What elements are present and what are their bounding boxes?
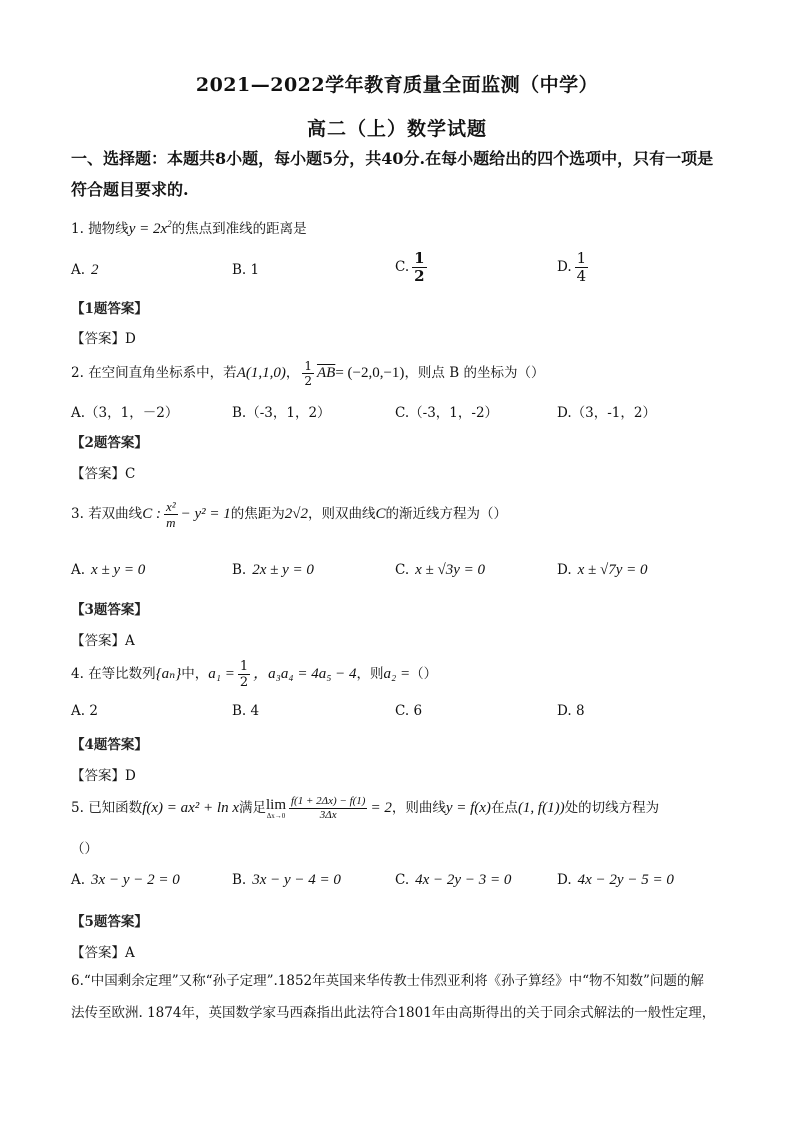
math-value: = (−2,0,−1) bbox=[335, 365, 405, 381]
section-heading-line2: 符合题目要求的. bbox=[71, 180, 189, 199]
option-b bbox=[232, 703, 259, 719]
answer: 【答案】A bbox=[71, 633, 135, 649]
answer-tag: 【1题答案】 bbox=[71, 301, 148, 317]
option-d bbox=[557, 401, 656, 421]
question-text-mid: 中， bbox=[181, 666, 209, 682]
option-value: x ± y = 0 bbox=[91, 562, 146, 578]
question-6-line2: 法传至欧洲. 1874年，英国数学家马西森指出此法符合1801年由高斯得出的关于同余式解法的一般性定理， bbox=[71, 1005, 716, 1021]
option-d bbox=[557, 703, 585, 719]
option-label: D. bbox=[557, 405, 572, 421]
question-5-continuation: （） bbox=[71, 841, 98, 857]
function-expression: f(x) = ax² + ln x bbox=[142, 800, 239, 816]
option-c bbox=[395, 872, 511, 889]
fraction bbox=[238, 660, 250, 689]
option-c bbox=[395, 251, 430, 284]
question-text: 在空间直角坐标系中，若 bbox=[88, 365, 237, 381]
question-2 bbox=[71, 360, 544, 387]
numerator: f(1 + 2Δx) − f(1) bbox=[291, 795, 366, 807]
option-value: （3，1，－2） bbox=[85, 405, 179, 421]
fraction bbox=[164, 500, 178, 529]
option-label: B. bbox=[232, 703, 247, 719]
option-label: D. bbox=[557, 259, 572, 275]
curve-expression: y = f(x) bbox=[445, 800, 491, 816]
option-label: B. bbox=[232, 872, 247, 888]
answer-tag: 【3题答案】 bbox=[71, 602, 148, 618]
option-value: 3x − y − 2 = 0 bbox=[91, 872, 180, 888]
option-label: C. bbox=[395, 703, 410, 719]
math-point: (1, f(1)) bbox=[517, 800, 565, 816]
option-value: 3x − y − 4 = 0 bbox=[252, 872, 341, 888]
option-c bbox=[395, 401, 498, 421]
option-label: C. bbox=[395, 405, 410, 421]
limit-operator bbox=[266, 798, 286, 820]
denominator: 3Δx bbox=[319, 809, 337, 821]
answer: 【答案】A bbox=[71, 945, 135, 961]
option-label: A. bbox=[71, 562, 86, 578]
option-d bbox=[557, 251, 591, 284]
question-text-tail: ，则双曲线 bbox=[308, 506, 376, 522]
option-label: C. bbox=[395, 562, 410, 578]
option-value: 8 bbox=[575, 703, 585, 719]
option-d bbox=[557, 562, 648, 579]
numerator: 1 bbox=[304, 359, 312, 373]
option-label: B. bbox=[232, 562, 247, 578]
answer-tag: 【5题答案】 bbox=[71, 914, 148, 930]
math-exponent: 2 bbox=[167, 219, 172, 229]
separator: ， bbox=[285, 365, 300, 381]
answer: 【答案】D bbox=[71, 768, 136, 784]
option-label: A. bbox=[71, 703, 86, 719]
curve-name: C : bbox=[142, 506, 161, 522]
math-value: = 2 bbox=[370, 800, 392, 816]
question-text-mid2: 在点 bbox=[490, 800, 518, 816]
question-text: 已知函数 bbox=[88, 800, 143, 816]
question-number: 2. bbox=[71, 365, 84, 381]
numerator: 1 bbox=[239, 659, 249, 674]
question-number: 1. bbox=[71, 221, 84, 237]
option-label: D. bbox=[557, 872, 572, 888]
numerator: 1 bbox=[414, 249, 425, 267]
exam-subtitle: 高二（上）数学试题 bbox=[306, 118, 487, 140]
option-value: 2x ± y = 0 bbox=[252, 562, 314, 578]
limit-subscript: Δx→0 bbox=[266, 811, 286, 820]
question-6-line1: 6.“中国剩余定理”又称“孙子定理”.1852年英国来华传教士伟烈亚利将《孙子算经》中“物不知数”问题的解 bbox=[71, 973, 704, 989]
option-value: 6 bbox=[413, 703, 423, 719]
option-label: D. bbox=[557, 562, 572, 578]
option-d bbox=[557, 872, 674, 889]
option-label: A. bbox=[71, 405, 86, 421]
denominator: 2 bbox=[414, 267, 425, 285]
option-value: x ± √3y = 0 bbox=[415, 562, 486, 578]
answer: 【答案】C bbox=[71, 466, 136, 482]
question-text: 在等比数列 bbox=[88, 666, 156, 682]
option-c bbox=[395, 703, 422, 719]
question-text-mid: 的焦距为 bbox=[230, 506, 285, 522]
option-value: 4 bbox=[250, 703, 260, 719]
fraction bbox=[302, 360, 314, 387]
question-number: 4. bbox=[71, 666, 84, 682]
option-value: 4x − 2y − 3 = 0 bbox=[415, 872, 512, 888]
exam-title: 2021—2022学年教育质量全面监测（中学） bbox=[195, 74, 599, 96]
section-heading-line1: 一、选择题：本题共8小题，每小题5分，共40分.在每小题给出的四个选项中，只有一项是 bbox=[71, 149, 714, 168]
math-expression: − y² = 1 bbox=[180, 506, 231, 522]
question-3 bbox=[71, 500, 507, 529]
option-label: B. bbox=[232, 405, 247, 421]
question-text-end: 处的切线方程为 bbox=[564, 800, 660, 816]
limit-label: lim bbox=[265, 796, 286, 813]
answer: 【答案】D bbox=[71, 331, 136, 347]
question-5 bbox=[71, 796, 659, 821]
option-value: （-3，1，-2） bbox=[409, 405, 499, 421]
answer-tag: 【2题答案】 bbox=[71, 435, 148, 451]
question-number: 5. bbox=[71, 800, 84, 816]
option-label: A. bbox=[71, 872, 86, 888]
option-b bbox=[232, 262, 259, 278]
option-label: C. bbox=[395, 872, 410, 888]
denominator: m bbox=[166, 515, 176, 530]
option-a bbox=[71, 401, 178, 421]
option-b bbox=[232, 872, 341, 889]
question-text-tail: ，则曲线 bbox=[391, 800, 446, 816]
option-a bbox=[71, 872, 180, 889]
question-number: 3. bbox=[71, 506, 84, 522]
math-body: y = 2x bbox=[128, 221, 168, 237]
option-label: D. bbox=[557, 703, 572, 719]
math-point: A(1,1,0) bbox=[236, 365, 286, 381]
question-text-mid: 满足 bbox=[238, 800, 266, 816]
option-label: A. bbox=[71, 262, 86, 278]
denominator: 4 bbox=[576, 267, 587, 285]
question-text: 若双曲线 bbox=[88, 506, 143, 522]
question-text-end: 的渐近线方程为（） bbox=[385, 506, 508, 522]
denominator: 2 bbox=[304, 374, 312, 388]
fraction bbox=[412, 251, 426, 284]
curve-name: C bbox=[375, 506, 386, 522]
question-text-tail: ，则 bbox=[356, 666, 384, 682]
option-value: （-3，1，2） bbox=[246, 405, 331, 421]
option-value: （3，-1，2） bbox=[571, 405, 656, 421]
numerator: x² bbox=[165, 499, 176, 514]
vector: $\overline{AB}$ bbox=[316, 365, 336, 381]
option-value: 1 bbox=[250, 262, 260, 278]
option-value: 4x − 2y − 5 = 0 bbox=[577, 872, 674, 888]
option-b bbox=[232, 401, 331, 421]
fraction bbox=[289, 796, 367, 821]
numerator: 1 bbox=[576, 249, 587, 267]
fraction bbox=[575, 251, 589, 284]
question-text-tail: 的焦点到准线的距离是 bbox=[171, 221, 307, 237]
option-label: C. bbox=[395, 259, 410, 275]
option-a bbox=[71, 562, 145, 579]
option-value: 2 bbox=[91, 262, 99, 278]
math-expression bbox=[129, 221, 172, 237]
question-text-end: （） bbox=[410, 666, 438, 682]
math-value: 2√2 bbox=[284, 506, 308, 522]
option-a bbox=[71, 262, 99, 279]
option-label: B. bbox=[232, 262, 247, 278]
question-1 bbox=[71, 217, 307, 238]
denominator: 2 bbox=[239, 675, 249, 690]
option-b bbox=[232, 562, 314, 579]
option-value: x ± √7y = 0 bbox=[577, 562, 648, 578]
option-c bbox=[395, 562, 485, 579]
math-condition: ，a₃a₄ = 4a₅ − 4 bbox=[253, 666, 357, 682]
question-text: 抛物线 bbox=[88, 221, 129, 237]
option-value: 2 bbox=[89, 703, 98, 719]
answer-tag: 【4题答案】 bbox=[71, 737, 148, 753]
option-a bbox=[71, 703, 98, 719]
question-text-tail: ，则点 B 的坐标为（） bbox=[404, 365, 545, 381]
sequence: {aₙ} bbox=[155, 666, 182, 682]
question-4 bbox=[71, 660, 437, 689]
math-term: a₁ = bbox=[208, 666, 235, 682]
math-term: a₂ = bbox=[383, 666, 411, 682]
